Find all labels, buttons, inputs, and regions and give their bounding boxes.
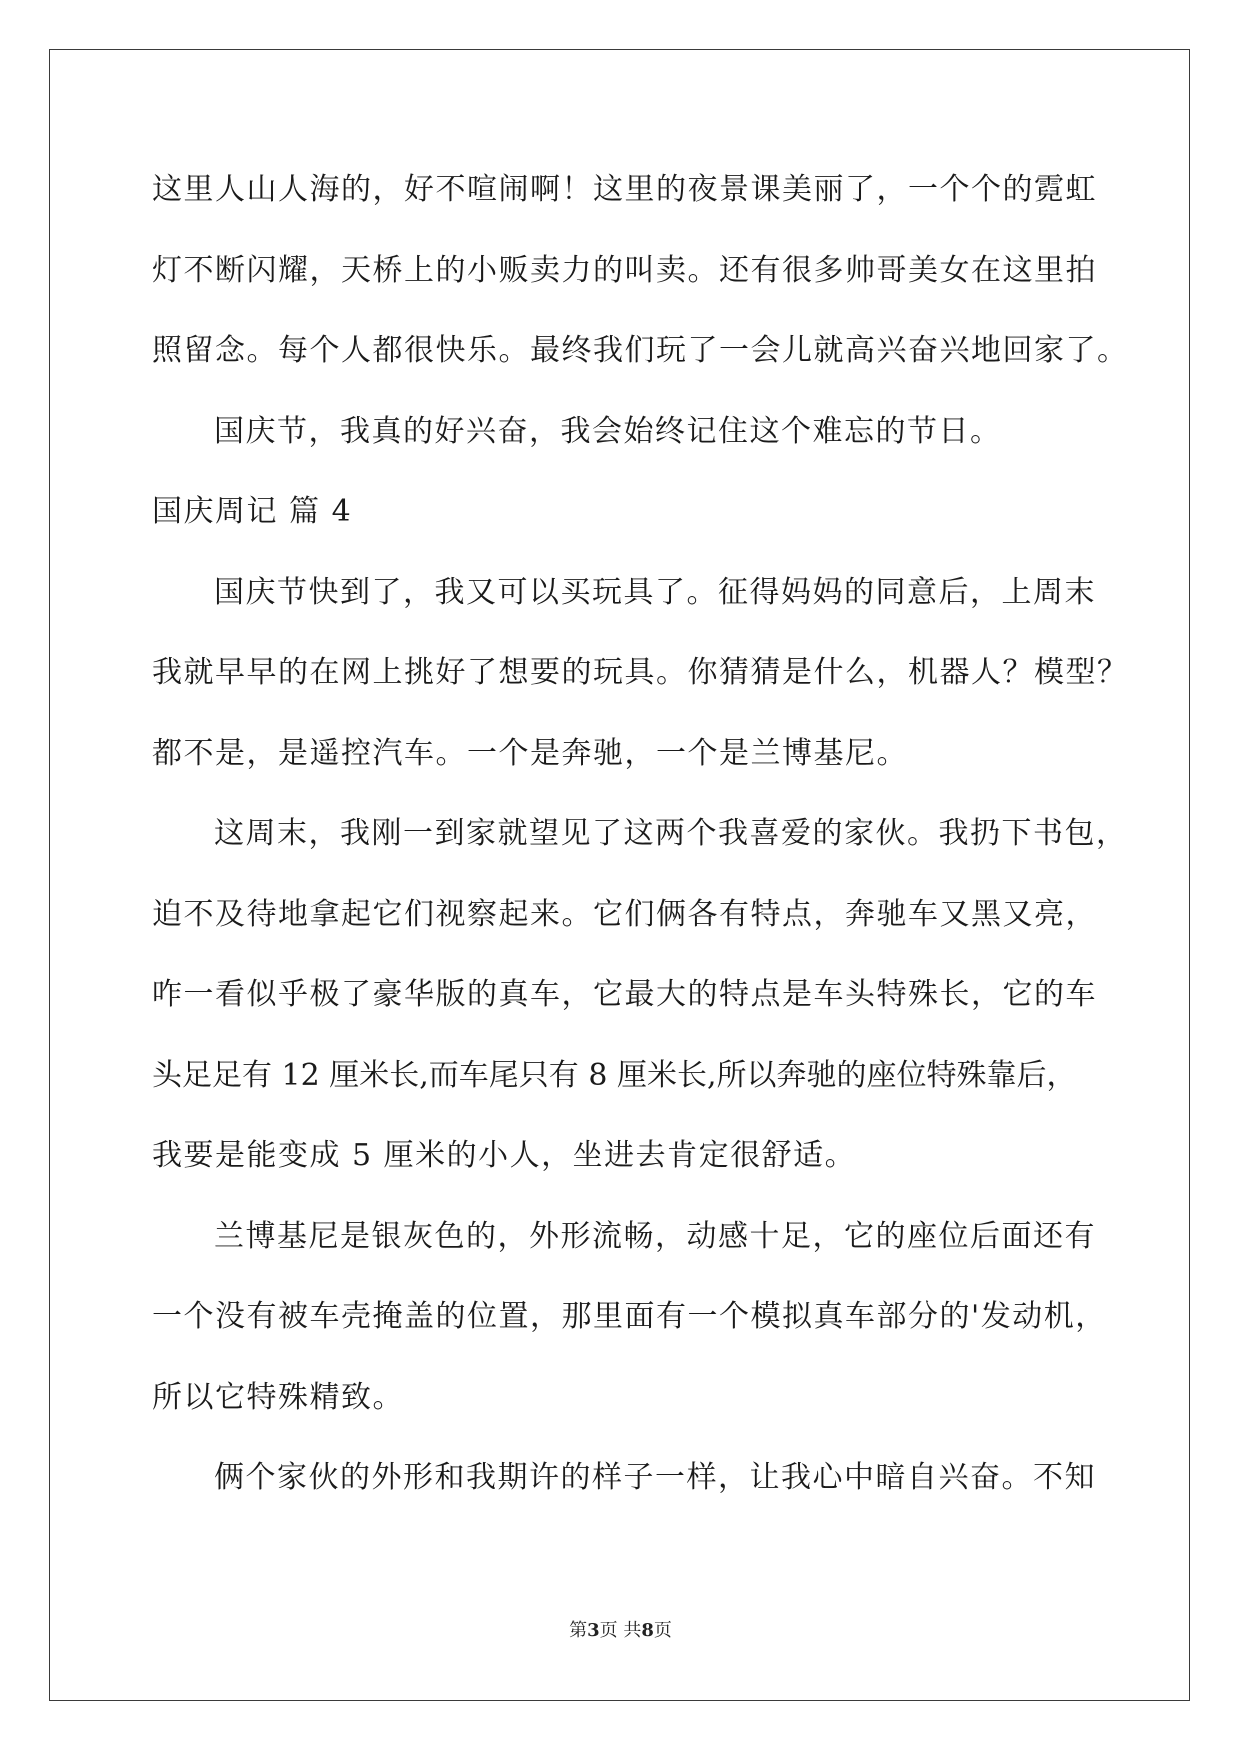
footer-prefix: 第 — [569, 1620, 588, 1641]
footer-suffix: 页 — [653, 1620, 672, 1641]
text-line: 俩个家伙的外形和我期许的样子一样，让我心中暗自兴奋。不知 — [214, 1460, 1096, 1495]
text-line: 我要是能变成 5 厘米的小人，坐进去肯定很舒适。 — [152, 1138, 857, 1173]
text-line: 国庆节快到了，我又可以买玩具了。征得妈妈的同意后，上周末 — [214, 574, 1096, 610]
text-line: 迫不及待地拿起它们视察起来。它们俩各有特点，奔驰车又黑又亮， — [152, 896, 1097, 932]
page-footer — [0, 1619, 1241, 1643]
text-line: 咋一看似乎极了豪华版的真车，它最大的特点是车头特殊长，它的车 — [152, 977, 1097, 1012]
text-line: 都不是，是遥控汽车。一个是奔驰，一个是兰博基尼。 — [152, 735, 908, 771]
section-heading: 国庆周记 篇 4 — [152, 494, 353, 529]
text-line: 灯不断闪耀，天桥上的小贩卖力的叫卖。还有很多帅哥美女在这里拍 — [152, 252, 1097, 288]
current-page-number: 3 — [587, 1620, 600, 1641]
text-line: 照留念。每个人都很快乐。最终我们玩了一会儿就高兴奋兴地回家了。 — [152, 333, 1129, 368]
text-line: 兰博基尼是银灰色的，外形流畅，动感十足，它的座位后面还有 — [214, 1218, 1096, 1254]
text-line: 这里人山人海的，好不喧闹啊！这里的夜景课美丽了，一个个的霓虹 — [152, 172, 1097, 207]
text-line: 所以它特殊精致。 — [152, 1379, 404, 1415]
text-line: 头足足有 12 厘米长,而车尾只有 8 厘米长,所以奔驰的座位特殊靠后， — [152, 1057, 1077, 1093]
total-page-number: 8 — [641, 1620, 654, 1641]
text-line: 这周末，我刚一到家就望见了这两个我喜爱的家伙。我扔下书包， — [214, 816, 1128, 851]
text-line: 我就早早的在网上挑好了想要的玩具。你猜猜是什么，机器人？模型？ — [152, 655, 1129, 690]
footer-mid: 页 共 — [599, 1620, 642, 1641]
text-line: 国庆节，我真的好兴奋，我会始终记住这个难忘的节日。 — [214, 413, 1002, 449]
text-line: 一个没有被车壳掩盖的位置，那里面有一个模拟真车部分的'发动机， — [152, 1299, 1107, 1334]
document-body — [152, 163, 1129, 1532]
